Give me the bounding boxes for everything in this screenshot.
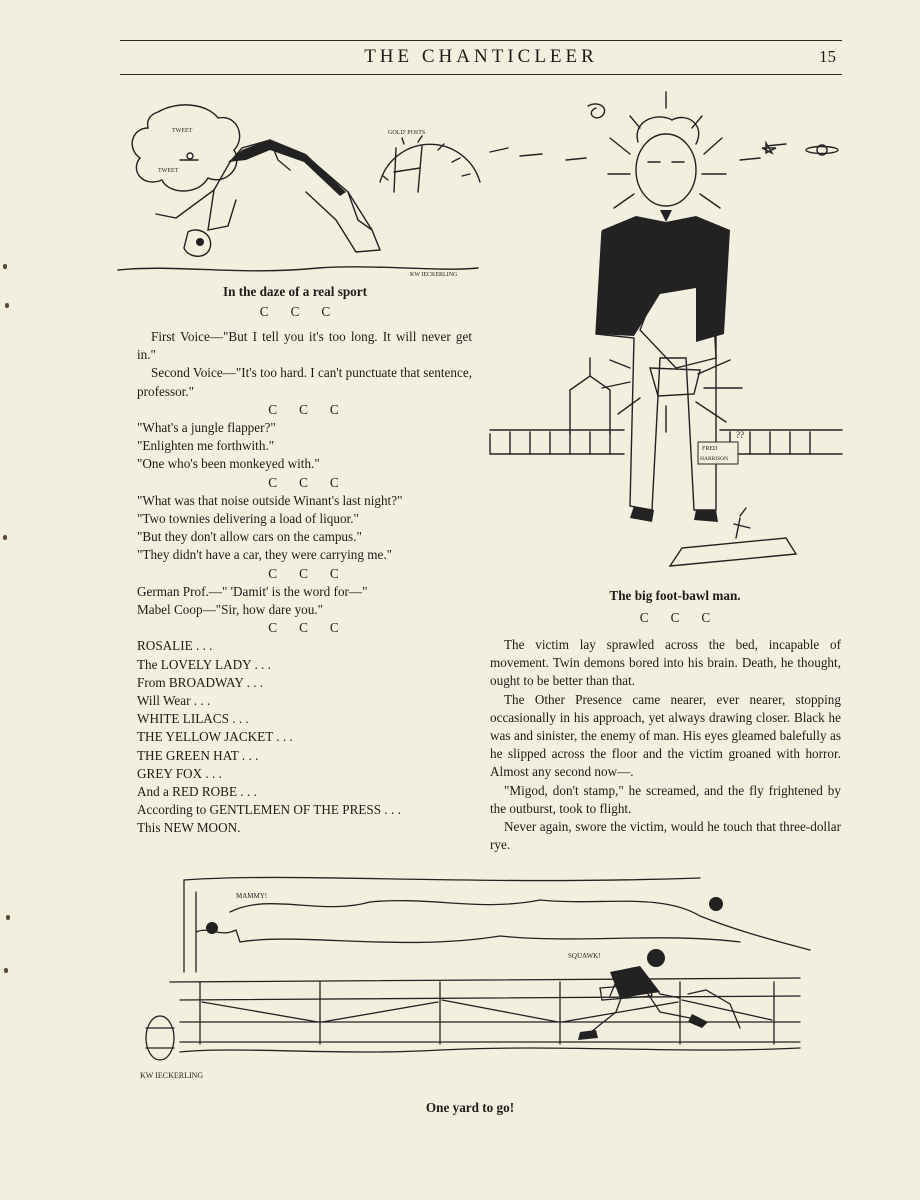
joke-line: "What was that noise outside Winant's last night?": [137, 492, 403, 508]
joke-line: "What's a jungle flapper?": [137, 420, 276, 436]
story-paragraph: Never again, swore the victim, would he touch that three-dollar rye.: [490, 819, 841, 853]
one-yard-illustration: [140, 872, 820, 1090]
goal-posts-label: GOLD' POSTS: [388, 130, 426, 136]
joke-line: "They didn't have a car, they were carrying me.": [137, 547, 393, 563]
joke-line: "One who's been monkeyed with.": [137, 456, 320, 472]
joke-line: "But they don't allow cars on the campus.": [137, 529, 362, 545]
mammy-text: MAMMY!: [236, 892, 268, 900]
artist-signature: KW IECKERLING: [140, 1071, 204, 1080]
left-column: [137, 328, 472, 838]
margin-speck: [3, 264, 7, 269]
margin-speck: [4, 968, 8, 973]
title-list-line: According to GENTLEMEN OF THE PRESS . . .: [137, 802, 401, 818]
separator-ccc: C C C: [268, 620, 341, 636]
title-list-line: From BROADWAY . . .: [137, 674, 264, 690]
sign-text-harrison: HARRISON: [700, 456, 729, 462]
separator-ccc: C C C: [268, 565, 341, 581]
story-paragraph: "Migod, don't stamp," he screamed, and the fly frightened by the outburst, took to flight.: [490, 782, 841, 816]
one-yard-caption: One yard to go!: [425, 1100, 515, 1115]
thought-bubble: [132, 105, 239, 191]
joke-line: Mabel Coop—"Sir, how dare you.": [137, 602, 324, 618]
jokes-paragraph: First Voice—"But I tell you it's too long. It will never get in.": [137, 329, 472, 363]
margin-speck: [3, 535, 7, 540]
artist-signature: KW IECKERLING: [410, 272, 458, 278]
bubble-tweet-text-1: TWEET: [172, 128, 193, 134]
joke-line: German Prof.—" 'Damit' is the word for—": [137, 583, 368, 599]
page-header-title: THE CHANTICLEER: [364, 46, 598, 67]
joke-line: "Enlighten me forthwith.": [137, 438, 275, 454]
bubble-tweet-text-2: TWEET: [158, 168, 179, 174]
squawk-text: SQUAWK!: [568, 952, 601, 960]
margin-speck: [5, 303, 9, 308]
title-list-line: THE GREEN HAT . . .: [137, 747, 259, 763]
title-list-line: The LOVELY LADY . . .: [137, 656, 271, 672]
separator-ccc: C C C: [639, 610, 711, 625]
title-list-line: THE YELLOW JACKET . . .: [137, 729, 293, 745]
header-top-rule: [120, 40, 842, 41]
header-bottom-rule: [120, 74, 842, 75]
title-list-line: WHITE LILACS . . .: [137, 711, 249, 727]
title-list-line: GREY FOX . . .: [137, 765, 222, 781]
question-marks: ??: [736, 430, 744, 440]
margin-speck: [6, 915, 10, 920]
title-list-line: And a RED ROBE . . .: [137, 784, 257, 800]
separator-ccc: C C C: [268, 474, 341, 490]
story-paragraph: The Other Presence came nearer, ever nearer, stopping occasionally in his approach, yet always drawing closer. Black he was and sinister, the enemy of man. His eyes gleamed balefully as he slipped across the floor and the victim groaned with horror. Almost any second now—.: [490, 691, 841, 780]
story-paragraph: The victim lay sprawled across the bed, incapable of movement. Twin demons bored into his brain. Death, he thought, ought to be better than that.: [490, 637, 841, 689]
jokes-paragraph: Second Voice—"It's too hard. I can't punctuate that sentence, professor.": [137, 365, 472, 399]
separator-ccc: C C C: [259, 304, 331, 319]
separator-ccc: C C C: [268, 401, 341, 417]
title-list-line: ROSALIE . . .: [137, 638, 213, 654]
right-column: [490, 636, 841, 854]
sign-text-fred: FRED: [702, 446, 718, 452]
page-number: 15: [819, 47, 836, 66]
joke-line: "Two townies delivering a load of liquor.": [137, 511, 359, 527]
sport-cartoon-illustration: [118, 100, 478, 280]
title-list-line: Will Wear . . .: [137, 693, 211, 709]
football-man-illustration: [490, 98, 842, 578]
football-man-caption: The big foot-bawl man.: [609, 588, 741, 603]
sport-caption: In the daze of a real sport: [222, 284, 368, 299]
title-list-line: This NEW MOON.: [137, 820, 241, 836]
